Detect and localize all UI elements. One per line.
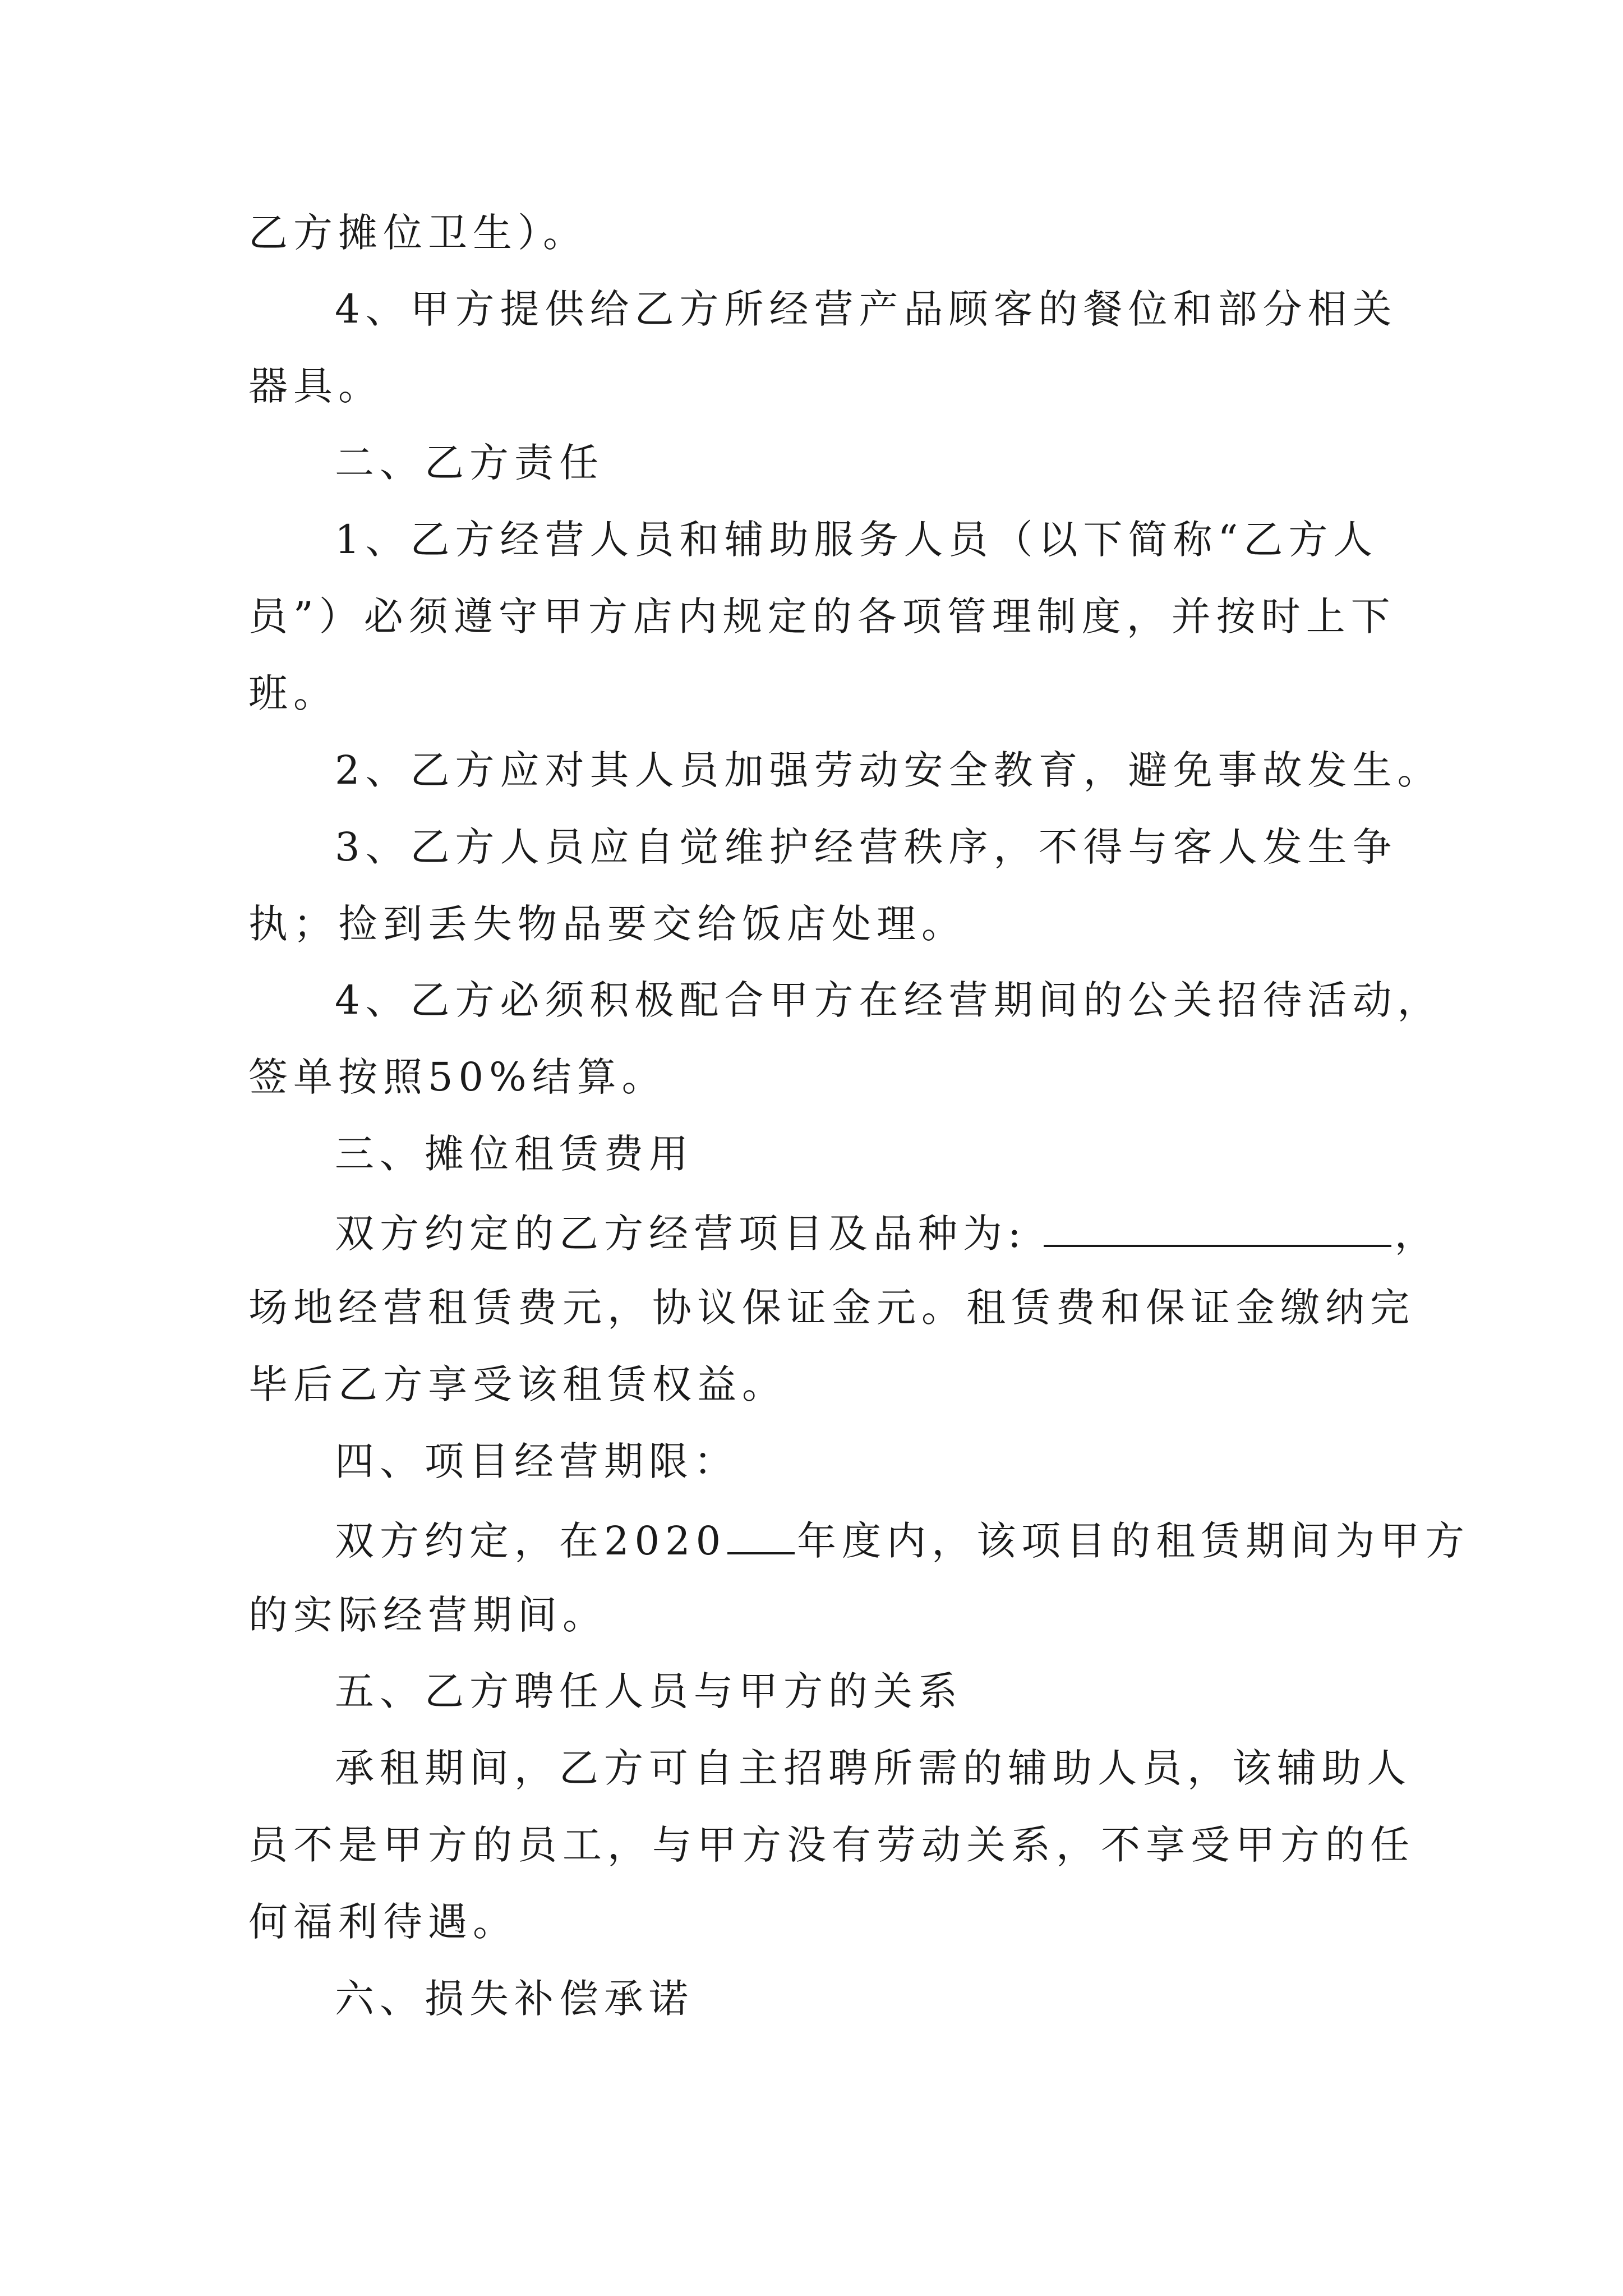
section-heading: 三、摊位租赁费用	[335, 1131, 694, 1177]
paragraph-line	[335, 1513, 1470, 1566]
paragraph-line: 2、乙方应对其人员加强劳动安全教育，避免事故发生。	[335, 747, 1442, 793]
paragraph-line: 班。	[248, 670, 338, 716]
paragraph-line: 场地经营租赁费元，协议保证金元。租赁费和保证金缴纳完	[248, 1285, 1415, 1331]
paragraph-line: 员不是甲方的员工，与甲方没有劳动关系，不享受甲方的任	[248, 1822, 1415, 1868]
line-text: 双方约定，在2020	[335, 1518, 727, 1564]
paragraph-line: 员”）必须遵守甲方店内规定的各项管理制度，并按时上下	[248, 593, 1396, 639]
section-heading: 二、乙方责任	[335, 440, 604, 486]
section-heading: 五、乙方聘任人员与甲方的关系	[335, 1668, 963, 1714]
line-text: ，	[1394, 1211, 1440, 1257]
paragraph-line: 执；捡到丢失物品要交给饭店处理。	[248, 901, 966, 947]
fill-in-blank	[1044, 1205, 1391, 1247]
paragraph-line: 毕后乙方享受该租赁权益。	[248, 1361, 787, 1407]
section-heading: 六、损失补偿承诺	[335, 1976, 694, 2022]
section-heading: 四、项目经营期限：	[335, 1438, 739, 1484]
paragraph-line: 何福利待遇。	[248, 1899, 518, 1945]
line-text: 双方约定的乙方经营项目及品种为:	[335, 1211, 1027, 1257]
fill-in-blank	[727, 1513, 795, 1554]
paragraph-line: 1、乙方经营人员和辅助服务人员（以下简称“乙方人	[335, 517, 1378, 563]
paragraph-line: 承租期间，乙方可自主招聘所需的辅助人员，该辅助人	[335, 1745, 1412, 1791]
paragraph-line: 器具。	[248, 363, 383, 409]
line-text: 年度内，该项目的租赁期间为甲方	[797, 1518, 1470, 1564]
paragraph-line: 4、乙方必须积极配合甲方在经营期间的公关招待活动，	[335, 977, 1442, 1023]
paragraph-line	[335, 1205, 1440, 1259]
paragraph-line: 3、乙方人员应自觉维护经营秩序，不得与客人发生争	[335, 824, 1398, 870]
paragraph-line: 4、甲方提供给乙方所经营产品顾客的餐位和部分相关	[335, 286, 1398, 332]
paragraph-line: 乙方摊位卫生）。	[248, 210, 588, 256]
paragraph-line: 签单按照50%结算。	[248, 1054, 667, 1100]
paragraph-line: 的实际经营期间。	[248, 1592, 607, 1638]
